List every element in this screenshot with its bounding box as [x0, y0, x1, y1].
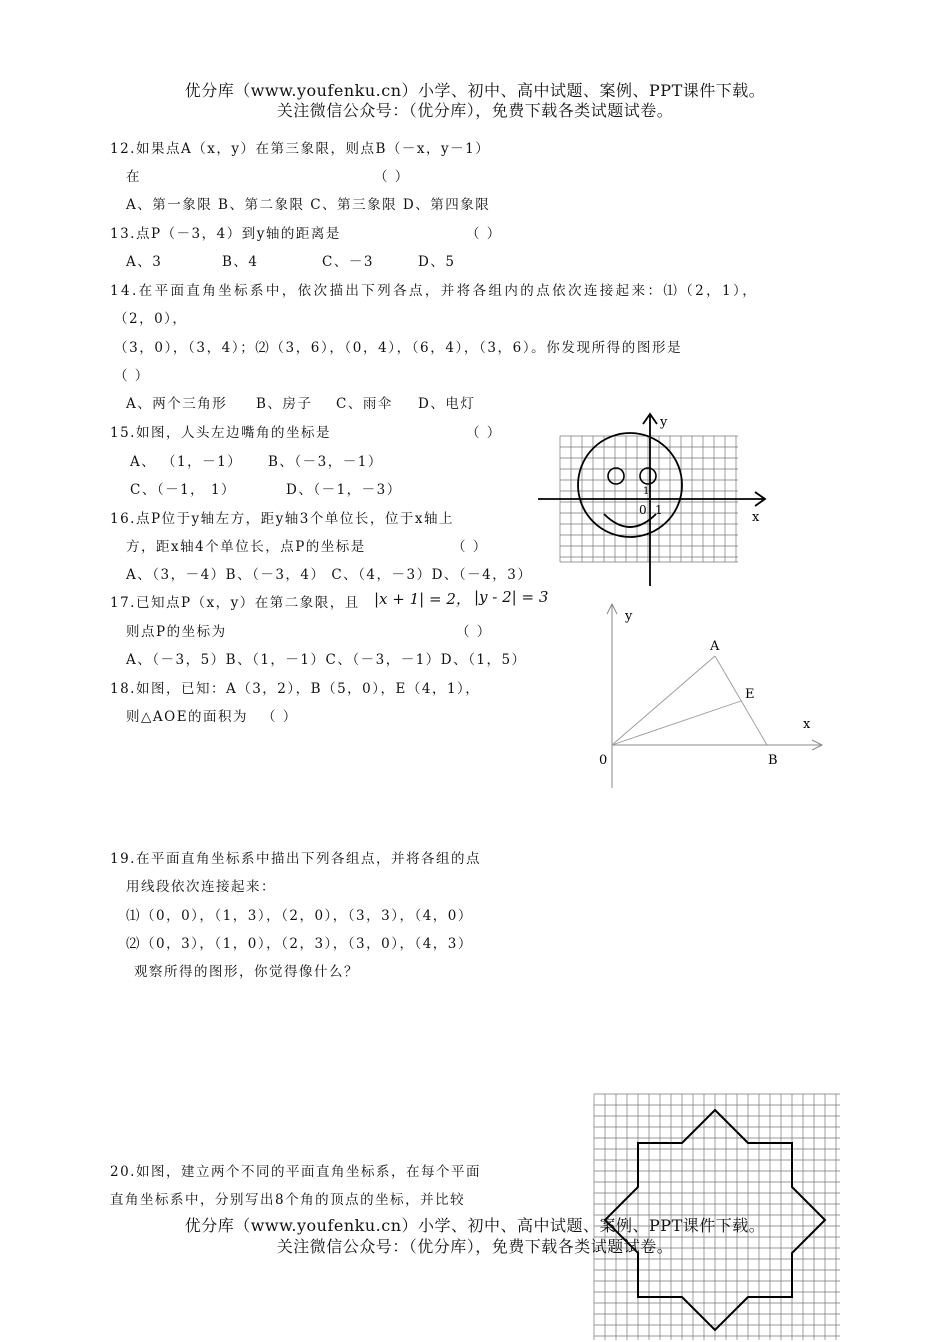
header-line-1: 优分库（www.youfenku.cn）小学、初中、高中试题、案例、PPT课件下载。 [184, 81, 766, 100]
q12-bracket: （ ） [374, 169, 410, 185]
figure-x-label: x [803, 717, 811, 732]
q14-line-1: 14.在平面直角坐标系中，依次描出下列各点，并将各组内的点依次连接起来：⑴（2，1）， [110, 283, 759, 299]
q17-stem: 17.已知点P（x，y）在第二象限，且 [110, 595, 360, 611]
q20-line-1: 20.如图，建立两个不同的平面直角坐标系，在每个平面 [110, 1164, 481, 1180]
q17-abs-y: |y - 2| = 3 [474, 588, 549, 606]
q15-option-b: B、（－3，－1） [268, 454, 383, 470]
q19-line-5: 观察所得的图形，你觉得像什么？ [134, 964, 359, 980]
q16-line-1: 16.点P位于y轴左方，距y轴3个单位长，位于x轴上 [110, 511, 455, 527]
q19-line-1: 19.在平面直角坐标系中描出下列各组点，并将各组的点 [110, 851, 481, 867]
figure-one-label: 1 [655, 503, 663, 517]
point-o-label: 0 [599, 753, 608, 768]
triangle-aoe-figure [585, 598, 830, 788]
q13-stem: 13.点P（－3，4）到y轴的距离是 [110, 226, 341, 242]
q17-line-2: 则点P的坐标为 [126, 624, 227, 640]
q14-line-2: （2，0）， [114, 311, 188, 327]
figure-origin-label: 0 [639, 503, 647, 517]
q14-option-c: C、雨伞 [336, 396, 393, 412]
q15-option-a: A、 （1，－1） [130, 454, 243, 470]
q13-option-b: B、4 [222, 254, 259, 270]
figure-y-label: y [625, 609, 633, 624]
q15-option-d: D、（－1，－3） [286, 482, 402, 498]
smiley-face-figure [530, 410, 775, 590]
q15-stem: 15.如图，人头左边嘴角的坐标是 [110, 425, 331, 441]
q12-stem-2: 在 [126, 169, 141, 185]
q19-line-2: 用线段依次连接起来： [126, 879, 276, 895]
q14-option-b: B、房子 [256, 396, 313, 412]
q13-option-a: A、3 [126, 254, 163, 270]
q18-line-1: 18.如图，已知：A（3，2），B（5，0），E（4，1）， [110, 681, 481, 697]
q15-bracket: （ ） [466, 425, 502, 441]
segment-oe [612, 701, 741, 745]
footer-line-1: 优分库（www.youfenku.cn）小学、初中、高中试题、案例、PPT课件下载。 [184, 1216, 766, 1235]
q18-line-2: 则△AOE的面积为 [126, 709, 249, 725]
q17-bracket: （ ） [456, 624, 492, 640]
q13-option-c: C、－3 [322, 254, 374, 270]
q16-bracket: （ ） [452, 539, 488, 555]
q17-abs-x: |x + 1| = 2， [374, 590, 471, 608]
q13-bracket: （ ） [466, 226, 502, 242]
q12-options: A、第一象限 B、第二象限 C、第三象限 D、第四象限 [126, 197, 491, 213]
q14-option-d: D、电灯 [418, 396, 476, 412]
footer-line-2: 关注微信公众号：（优分库），免费下载各类试题试卷。 [276, 1237, 674, 1256]
point-b-label: B [768, 753, 778, 768]
figure-y-label: y [660, 415, 668, 430]
q16-options: A、（3，－4）B、（－3，4） C、（4，－3）D、（－4，3） [126, 567, 533, 583]
segment-oa [612, 656, 715, 745]
q18-bracket: （ ） [262, 709, 298, 725]
q17-options: A、（－3，5）B、（1，－1）C、（－3，－1）D、（1，5） [126, 652, 527, 668]
q13-option-d: D、5 [418, 254, 456, 270]
q20-line-2: 直角坐标系中，分别写出8个角的顶点的坐标，并比较 [110, 1192, 466, 1208]
point-e-label: E [745, 687, 755, 702]
point-a-label: A [710, 639, 720, 654]
q14-line-4: （ ） [114, 368, 150, 384]
q16-line-2: 方，距x轴4个单位长，点P的坐标是 [126, 539, 366, 555]
q19-line-4: ⑵（0，3），（1，0），（2，3），（3，0），（4，3） [126, 936, 473, 952]
q15-option-c: C、（－1， 1） [130, 482, 237, 498]
left-eye [608, 468, 624, 484]
q19-line-3: ⑴（0，0），（1，3），（2，0），（3，3），（4，0） [126, 908, 473, 924]
q12-stem: 12.如果点A（x，y）在第三象限，则点B（－x，y－1） [110, 141, 491, 157]
figure-unit-label: 1 [643, 486, 650, 497]
face-circle [578, 433, 682, 537]
q14-line-3: （3，0），（3，4）；⑵（3，6），（0，4），（6，4），（3，6）。你发现所得的图形是 [114, 340, 683, 356]
figure-x-label: x [752, 510, 760, 525]
header-line-2: 关注微信公众号：（优分库），免费下载各类试题试卷。 [276, 101, 674, 120]
q14-option-a: A、两个三角形 [126, 396, 228, 412]
segment-ab [715, 656, 767, 745]
